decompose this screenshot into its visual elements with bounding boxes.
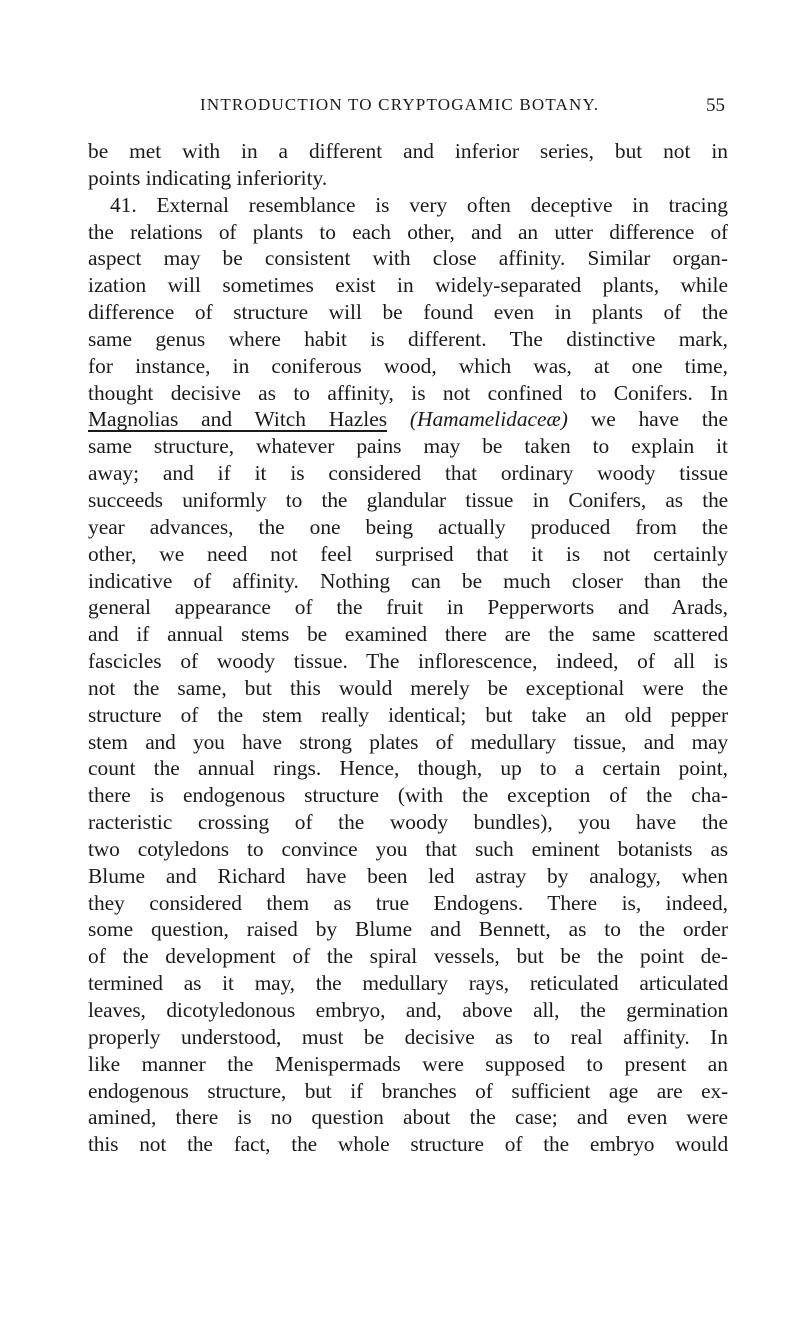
text-line: properly understood, must be decisive as to real affinity. In [88, 1024, 728, 1049]
text-line: Blume and Richard have been led astray by analogy, when [88, 863, 728, 888]
text-line: difference of structure will be found even in plants of the [88, 300, 728, 325]
text-line: this not the fact, the whole structure of the embryo would [88, 1132, 728, 1157]
text-line: general appearance of the fruit in Pepperworts and Arads, [88, 595, 728, 620]
italic-family-name: (Hamamelidaceæ) [409, 407, 568, 432]
text-line: thought decisive as to affinity, is not confined to Conifers. In [88, 380, 728, 405]
text-line: indicative of affinity. Nothing can be much closer than the [88, 568, 728, 593]
text-line: structure of the stem really identical; but take an old pepper [88, 702, 728, 727]
body-text [88, 138, 728, 1158]
text-line: there is endogenous structure (with the exception of the cha- [88, 783, 728, 808]
text-line: endogenous structure, but if branches of sufficient age are ex- [88, 1078, 728, 1103]
running-head [90, 95, 725, 125]
text-line: other, we need not feel surprised that it is not certainly [88, 541, 728, 566]
text-line: like manner the Menispermads were supposed to present an [88, 1051, 728, 1076]
text-line: amined, there is no question about the case; and even were [88, 1105, 728, 1130]
text-line: ization will sometimes exist in widely-separated plants, while [88, 273, 728, 298]
text-line: termined as it may, the medullary rays, reticulated articulated [88, 971, 728, 996]
text-line: away; and if it is considered that ordinary woody tissue [88, 461, 728, 486]
running-title: INTRODUCTION TO CRYPTOGAMIC BOTANY. [200, 95, 600, 114]
text-line: succeeds uniformly to the glandular tissue in Conifers, as the [88, 487, 728, 512]
text-line: for instance, in coniferous wood, which was, at one time, [88, 353, 728, 378]
text-line: count the annual rings. Hence, though, up to a certain point, [88, 756, 728, 781]
paragraph-41-first-line: 41. External resemblance is very often deceptive in tracing [110, 192, 728, 217]
text-line: the relations of plants to each other, and an utter difference of [88, 219, 728, 244]
text-line: be met with in a different and inferior series, but not in [88, 139, 728, 163]
text-line: same structure, whatever pains may be taken to explain it [88, 434, 728, 459]
text-line: year advances, the one being actually produced from the [88, 514, 728, 539]
text-line: some question, raised by Blume and Bennett, as to the order [88, 917, 728, 942]
text-line-with-underline [88, 406, 728, 433]
underlined-phrase: Magnolias and Witch Hazles [88, 407, 388, 432]
text-line: racteristic crossing of the woody bundles), you have the [88, 810, 728, 835]
text-line: of the development of the spiral vessels, but be the point de- [88, 944, 728, 969]
text-line: aspect may be consistent with close affinity. Similar organ- [88, 246, 728, 271]
text-line-rest: we have the [567, 407, 728, 432]
text-line: points indicating inferiority. [88, 165, 328, 190]
text-line: two cotyledons to convince you that such eminent botanists as [88, 836, 728, 861]
text-line: same genus where habit is different. The distinctive mark, [88, 326, 728, 351]
text-line: leaves, dicotyledonous embryo, and, above all, the germination [88, 998, 728, 1022]
text-line: and if annual stems be examined there are the same scattered [88, 622, 728, 647]
text-line: fascicles of woody tissue. The inflorescence, indeed, of all is [88, 649, 728, 674]
text-line: they considered them as true Endogens. There is, indeed, [88, 890, 728, 915]
page-number: 55 [706, 95, 725, 116]
text-line: stem and you have strong plates of medullary tissue, and may [88, 729, 728, 754]
text-line: not the same, but this would merely be exceptional were the [88, 675, 728, 700]
